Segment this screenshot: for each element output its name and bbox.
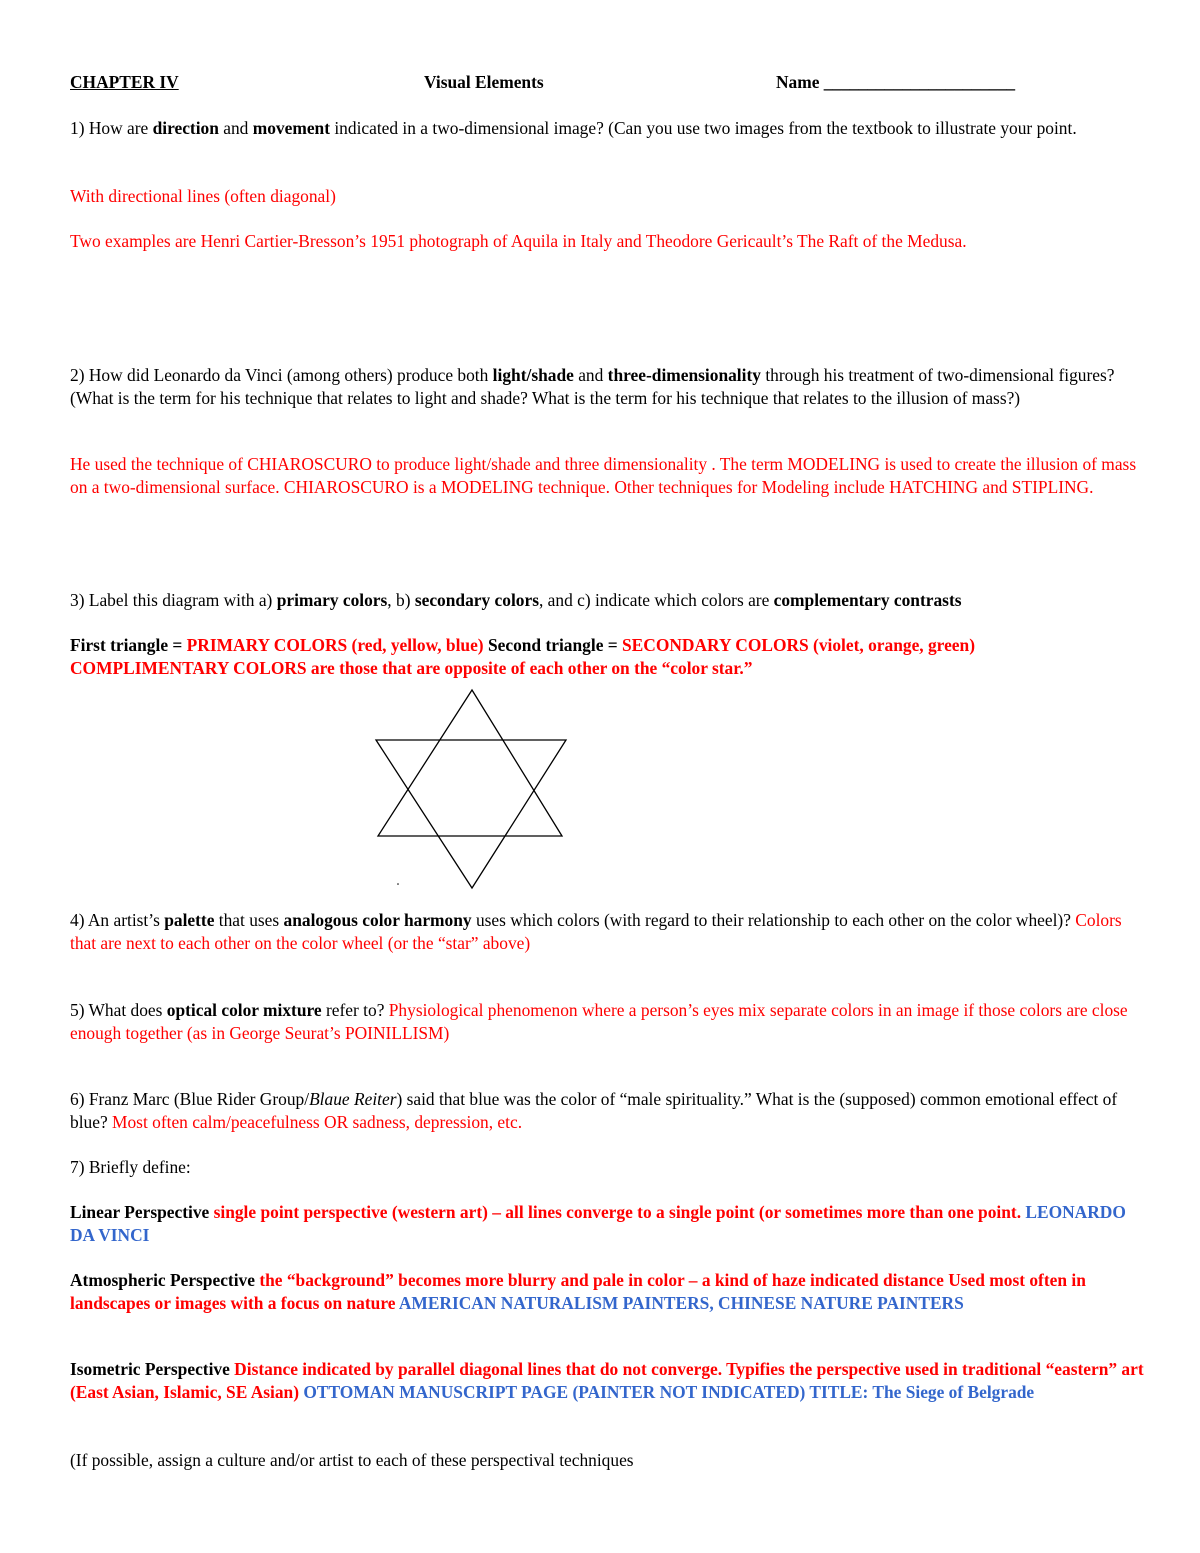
question-7: 7) Briefly define: <box>70 1157 191 1177</box>
question-4: 4) An artist’s palette that uses analogous color harmony uses which colors (with regard to their relationship to each other on the color wheel)? Colors that are next to each other on the color wheel (or the “star” above) <box>70 910 1122 953</box>
answer-3: First triangle = PRIMARY COLORS (red, yellow, blue) Second triangle = SECONDARY COLORS (violet, orange, green) COMPLIMENTARY COLORS are those that are opposite of each other on the “color star.” <box>70 635 975 678</box>
closing-note: (If possible, assign a culture and/or artist to each of these perspectival techniques <box>70 1450 634 1470</box>
primary-triangle <box>378 690 562 836</box>
question-2: 2) How did Leonardo da Vinci (among others) produce both light/shade and three-dimensionality through his treatment of two-dimensional figures? (What is the term for his technique that relates to light and shade? What is the term for his technique that relates to the illusion of mass?) <box>70 365 1115 408</box>
color-star-diagram <box>372 688 572 894</box>
name-field[interactable]: Name ______________________ <box>776 72 1016 92</box>
question-1: 1) How are direction and movement indicated in a two-dimensional image? (Can you use two images from the textbook to illustrate your point. <box>70 118 1077 138</box>
linear-perspective: Linear Perspective single point perspective (western art) – all lines converge to a single point (or sometimes more than one point. LEONARDO DA VINCI <box>70 1202 1126 1245</box>
header-row <box>70 71 1070 95</box>
secondary-triangle <box>376 740 566 888</box>
question-5: 5) What does optical color mixture refer to? Physiological phenomenon where a person’s eyes mix separate colors in an image if those colors are close enough together (as in George Seurat’s POINILLISM) <box>70 1000 1128 1043</box>
answer-1a: With directional lines (often diagonal) <box>70 186 336 206</box>
chapter-heading: CHAPTER IV <box>70 72 179 92</box>
answer-1b: Two examples are Henri Cartier-Bresson’s 1951 photograph of Aquila in Italy and Theodore Gericault’s The Raft of the Medusa. <box>70 231 967 251</box>
atmospheric-perspective: Atmospheric Perspective the “background” becomes more blurry and pale in color – a kind of haze indicated distance Used most often in landscapes or images with a focus on nature AMERICAN NATURALISM PAINTERS, CHINESE NATURE PAINTERS <box>70 1270 1086 1313</box>
stray-dot <box>397 883 399 885</box>
question-3: 3) Label this diagram with a) primary colors, b) secondary colors, and c) indicate which colors are complementary contrasts <box>70 590 962 610</box>
isometric-perspective: Isometric Perspective Distance indicated by parallel diagonal lines that do not converge. Typifies the perspective used in traditional “eastern” art (East Asian, Islamic, SE Asian) OTTOMAN MANUSCRIPT PAGE (PAINTER NOT INDICATED) TITLE: The Siege of Belgrade <box>70 1359 1144 1402</box>
question-6: 6) Franz Marc (Blue Rider Group/Blaue Reiter) said that blue was the color of “male spirituality.” What is the (supposed) common emotional effect of blue? Most often calm/peacefulness OR sadness, depression, etc. <box>70 1089 1118 1132</box>
answer-2: He used the technique of CHIAROSCURO to produce light/shade and three dimensionality . The term MODELING is used to create the illusion of mass on a two-dimensional surface. CHIAROSCURO is a MODELING technique. Other techniques for Modeling include HATCHING and STIPLING. <box>70 454 1137 497</box>
page-title: Visual Elements <box>424 72 544 92</box>
